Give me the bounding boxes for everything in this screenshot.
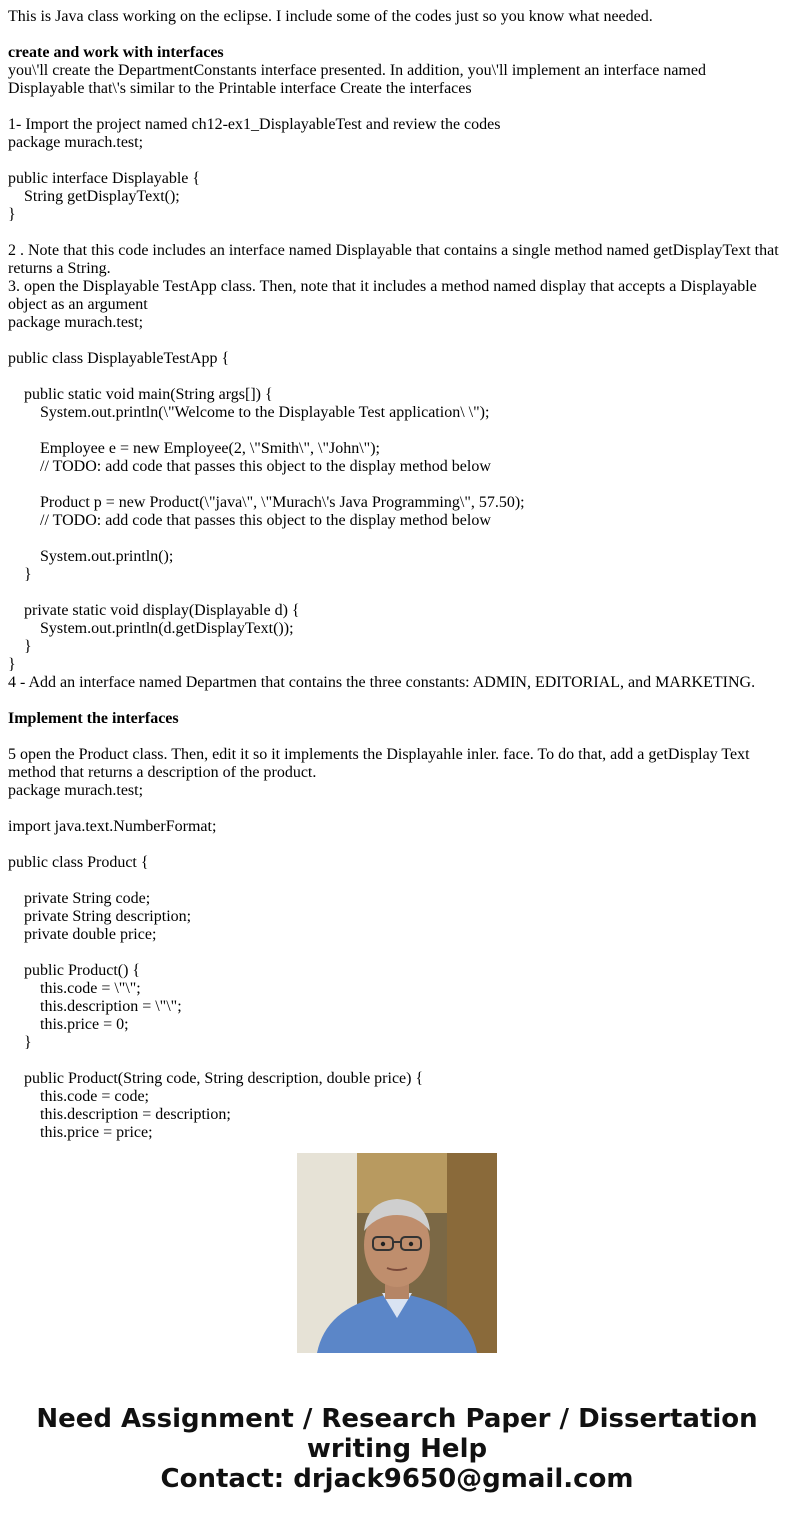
code-line: [8, 530, 786, 548]
code-block-displayable: [8, 134, 786, 224]
code-line: this.price = 0;: [8, 1016, 129, 1033]
code-line: [8, 332, 786, 350]
code-line: [8, 476, 786, 494]
code-line: // TODO: add code that passes this object to the display method below: [8, 512, 491, 529]
code-line: this.code = code;: [8, 1088, 149, 1105]
author-photo: [297, 1153, 497, 1353]
code-line: [8, 584, 786, 602]
code-line: System.out.println(d.getDisplayText());: [8, 620, 294, 637]
code-line: package murach.test;: [8, 134, 144, 151]
step-2: 2 . Note that this code includes an interface named Displayable that contains a single method named getDisplayText that returns a String.: [8, 242, 779, 277]
code-line: // TODO: add code that passes this object to the display method below: [8, 458, 491, 475]
code-line: public interface Displayable {: [8, 170, 201, 187]
code-line: public class Product {: [8, 854, 149, 871]
code-line: }: [8, 656, 16, 673]
code-block-product: [8, 782, 786, 1142]
code-line: }: [8, 1034, 32, 1051]
code-line: private static void display(Displayable d) {: [8, 602, 300, 619]
code-line: [8, 368, 786, 386]
banner-contact-line: Contact: drjack9650@gmail.com: [160, 1464, 634, 1494]
code-block-testapp: [8, 314, 786, 674]
code-line: private String code;: [8, 890, 151, 907]
section-heading-implement: Implement the interfaces: [8, 710, 179, 727]
code-line: [8, 872, 786, 890]
banner-line-2: writing Help: [306, 1434, 488, 1464]
code-line: this.description = \"\";: [8, 998, 182, 1015]
code-line: }: [8, 638, 32, 655]
code-line: }: [8, 206, 16, 223]
code-line: private String description;: [8, 908, 192, 925]
code-line: this.code = \"\";: [8, 980, 141, 997]
code-line: String getDisplayText();: [8, 188, 180, 205]
code-line: package murach.test;: [8, 782, 144, 799]
code-line: Product p = new Product(\"java\", \"Murach\'s Java Programming\", 57.50);: [8, 494, 525, 511]
intro-text: This is Java class working on the eclipse. I include some of the codes just so you know what needed.: [8, 8, 653, 25]
code-line: package murach.test;: [8, 314, 144, 331]
step-5: 5 open the Product class. Then, edit it so it implements the Displayahle inler. face. To do that, add a getDisplay Text method that returns a description of the product.: [8, 746, 750, 781]
step-4: 4 - Add an interface named Departmen that contains the three constants: ADMIN, EDITORIAL, and MARKETING.: [8, 674, 756, 691]
section-text-create: you\'ll create the DepartmentConstants interface presented. In addition, you\'ll implement an interface named Displayable that\'s similar to the Printable interface Create the interfaces: [8, 62, 706, 97]
code-line: [8, 836, 786, 854]
code-line: [8, 944, 786, 962]
code-line: private double price;: [8, 926, 157, 943]
code-line: public Product(String code, String description, double price) {: [8, 1070, 424, 1087]
code-line: import java.text.NumberFormat;: [8, 818, 217, 835]
code-line: System.out.println();: [8, 548, 174, 565]
code-line: [8, 152, 786, 170]
question-document: [8, 8, 786, 1141]
step-1: 1- Import the project named ch12-ex1_DisplayableTest and review the codes: [8, 116, 501, 133]
code-line: this.description = description;: [8, 1106, 231, 1123]
code-line: [8, 1052, 786, 1070]
code-line: }: [8, 566, 32, 583]
banner-line-1: Need Assignment / Research Paper / Dissertation: [36, 1404, 758, 1434]
code-line: [8, 422, 786, 440]
code-line: Employee e = new Employee(2, \"Smith\", \"John\");: [8, 440, 380, 457]
code-line: System.out.println(\"Welcome to the Displayable Test application\ \");: [8, 404, 490, 421]
author-photo-illustration: [297, 1153, 497, 1353]
code-line: [8, 800, 786, 818]
code-line: public Product() {: [8, 962, 141, 979]
code-line: public class DisplayableTestApp {: [8, 350, 230, 367]
contact-banner: [0, 1404, 794, 1494]
section-heading-create: create and work with interfaces: [8, 44, 224, 61]
code-line: public static void main(String args[]) {: [8, 386, 273, 403]
code-line: this.price = price;: [8, 1124, 153, 1141]
step-3: 3. open the Displayable TestApp class. Then, note that it includes a method named display that accepts a Displayable object as an argument: [8, 278, 757, 313]
